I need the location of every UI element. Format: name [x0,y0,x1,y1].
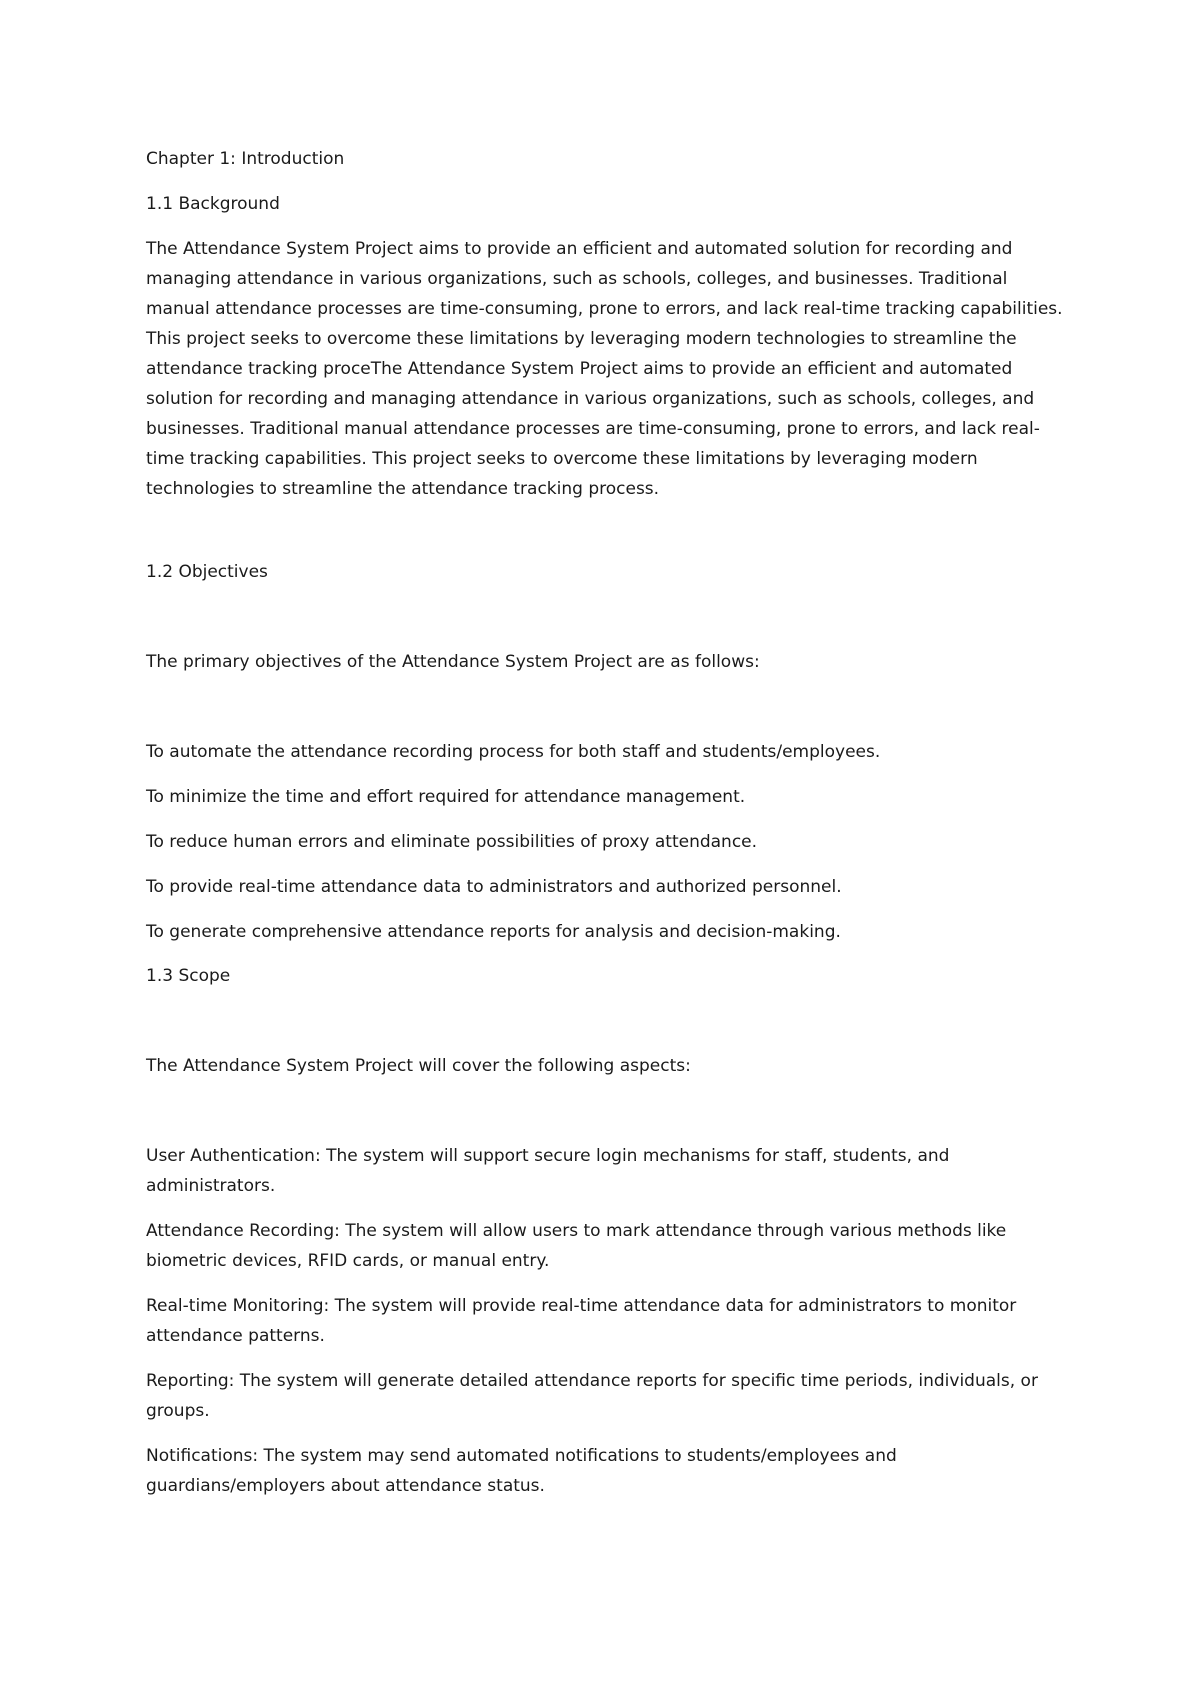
scope-item: User Authentication: The system will support secure login mechanisms for staff, students, and administrators. [146,1146,950,1196]
scope-item: Real-time Monitoring: The system will provide real-time attendance data for administrators to monitor attendance patterns. [146,1296,1017,1346]
objective-item: To provide real-time attendance data to administrators and authorized personnel. [146,877,842,897]
chapter-title: Chapter 1: Introduction [146,149,345,169]
scope-item: Attendance Recording: The system will allow users to mark attendance through various methods like biometric devices, RFID cards, or manual entry. [146,1221,1007,1271]
section-heading-objectives: 1.2 Objectives [146,562,268,582]
objective-item: To reduce human errors and eliminate possibilities of proxy attendance. [146,832,758,852]
scope-intro: The Attendance System Project will cover the following aspects: [146,1056,691,1076]
scope-item: Notifications: The system may send automated notifications to students/employees and guardians/employers about attendance status. [146,1446,897,1496]
section-heading-background: 1.1 Background [146,194,280,214]
background-paragraph: The Attendance System Project aims to provide an efficient and automated solution for recording and managing attendance in various organizations, such as schools, colleges, and businesses. Traditional manual attendance processes are time-consuming, prone to errors, and lack real-time tracking capabilities. This project seeks to overcome these limitations by leveraging modern technologies to streamline the attendance tracking proceThe Attendance System Project aims to provide an efficient and automated solution for recording and managing attendance in various organizations, such as schools, colleges, and businesses. Traditional manual attendance processes are time-consuming, prone to errors, and lack real-time tracking capabilities. This project seeks to overcome these limitations by leveraging modern technologies to streamline the attendance tracking process. [146,239,1063,499]
objective-item: To generate comprehensive attendance reports for analysis and decision-making. [146,922,841,942]
objective-item: To automate the attendance recording process for both staff and students/employees. [146,742,881,762]
document-body [146,144,1076,1501]
objective-item: To minimize the time and effort required for attendance management. [146,787,746,807]
objectives-intro: The primary objectives of the Attendance System Project are as follows: [146,652,760,672]
scope-item: Reporting: The system will generate detailed attendance reports for specific time periods, individuals, or groups. [146,1371,1038,1421]
section-heading-scope: 1.3 Scope [146,966,231,986]
